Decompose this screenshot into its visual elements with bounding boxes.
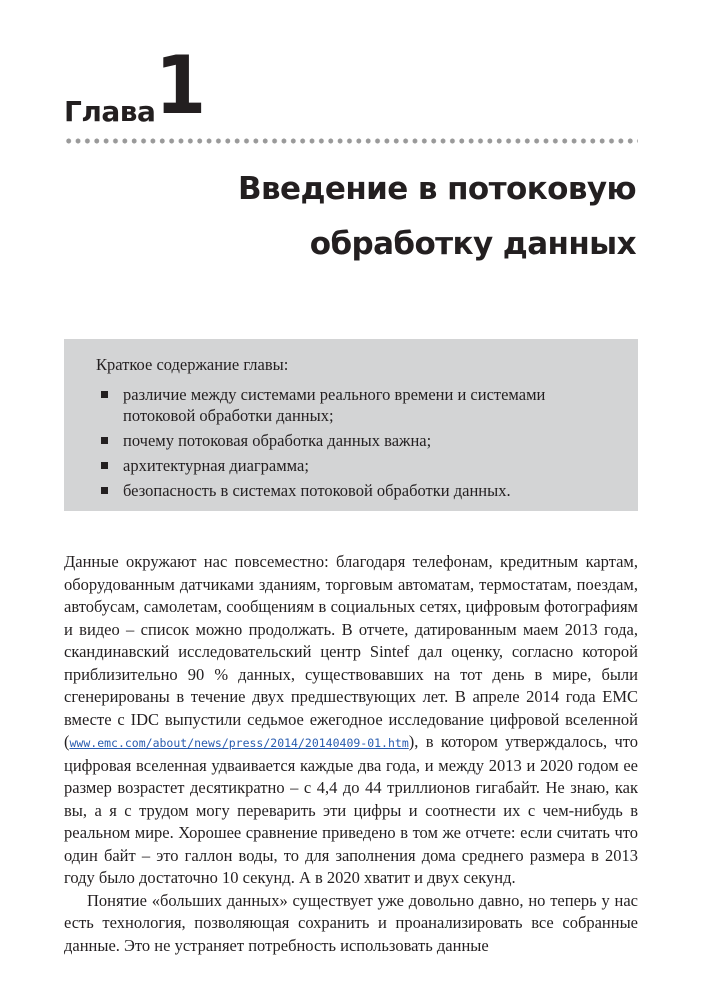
summary-item xyxy=(96,480,616,501)
summary-item xyxy=(96,384,616,426)
summary-item-text: почему потоковая обработка данных важна; xyxy=(123,431,432,450)
summary-item-text: архитектурная диаграмма; xyxy=(123,456,309,475)
body-text xyxy=(64,551,638,957)
summary-intro: Краткое содержание главы: xyxy=(96,355,289,374)
chapter-title-line: Введение в потоковую xyxy=(238,171,636,207)
chapter-summary-box xyxy=(64,339,638,511)
square-bullet-icon xyxy=(101,391,108,398)
paragraph-text: Данные окружают нас повсеместно: благодаря телефонам, кредитным картам, оборудованным датчиками зданиям, торговым автоматам, термостатам, поездам, автобусам, самолетам, сообщениям в социальных сетях, цифровым фотографиям и видео – список можно продолжать. В отчете, датированным маем 2013 года, скандинавский исследовательский центр Sintef дал оценку, согласно которой приблизительно 90 % данных, существовавших на тот день в мире, были сгенерированы в течение двух предшествующих лет. В апреле 2014 года EMC вместе с IDC выпустили седьмое ежегодное исследование цифровой вселенной ( xyxy=(64,552,638,751)
square-bullet-icon xyxy=(101,437,108,444)
square-bullet-icon xyxy=(101,487,108,494)
paragraph xyxy=(64,551,638,890)
summary-list xyxy=(96,384,616,505)
summary-item xyxy=(96,455,616,476)
chapter-number: 1 xyxy=(155,39,207,132)
summary-item-text: безопасность в системах потоковой обработки данных. xyxy=(123,481,511,500)
chapter-title xyxy=(76,162,636,272)
paragraph: Понятие «больших данных» существует уже довольно давно, но теперь у нас есть технология, позволяющая сохранить и проанализировать все собранные данные. Это не устраняет потребность использовать данные xyxy=(64,890,638,955)
square-bullet-icon xyxy=(101,462,108,469)
dotted-divider xyxy=(64,138,638,144)
chapter-title-line: обработку данных xyxy=(309,226,636,262)
paragraph-text: ), в котором утверждалось, что цифровая вселенная удваивается каждые два года, и между 2013 и 2020 годом ее размер возрастет десятикратно – с 4,4 до 44 триллионов гигабайт. Не знаю, как вы, а я с трудом могу переварить эти цифры и соотнести их с чем-нибудь в реальном мире. Хорошее сравнение приведено в том же отчете: если считать что один байт – это галлон воды, то для заполнения дома среднего размера в 2013 году было достаточно 10 секунд. А в 2020 хватит и двух секунд. xyxy=(64,732,638,887)
emc-report-link[interactable]: www.emc.com/about/news/press/2014/20140409-01.htm xyxy=(69,736,409,750)
summary-item-text: различие между системами реального времени и системами потоковой обработки данных; xyxy=(123,385,546,425)
summary-item xyxy=(96,430,616,451)
chapter-label: Глава xyxy=(64,95,156,128)
